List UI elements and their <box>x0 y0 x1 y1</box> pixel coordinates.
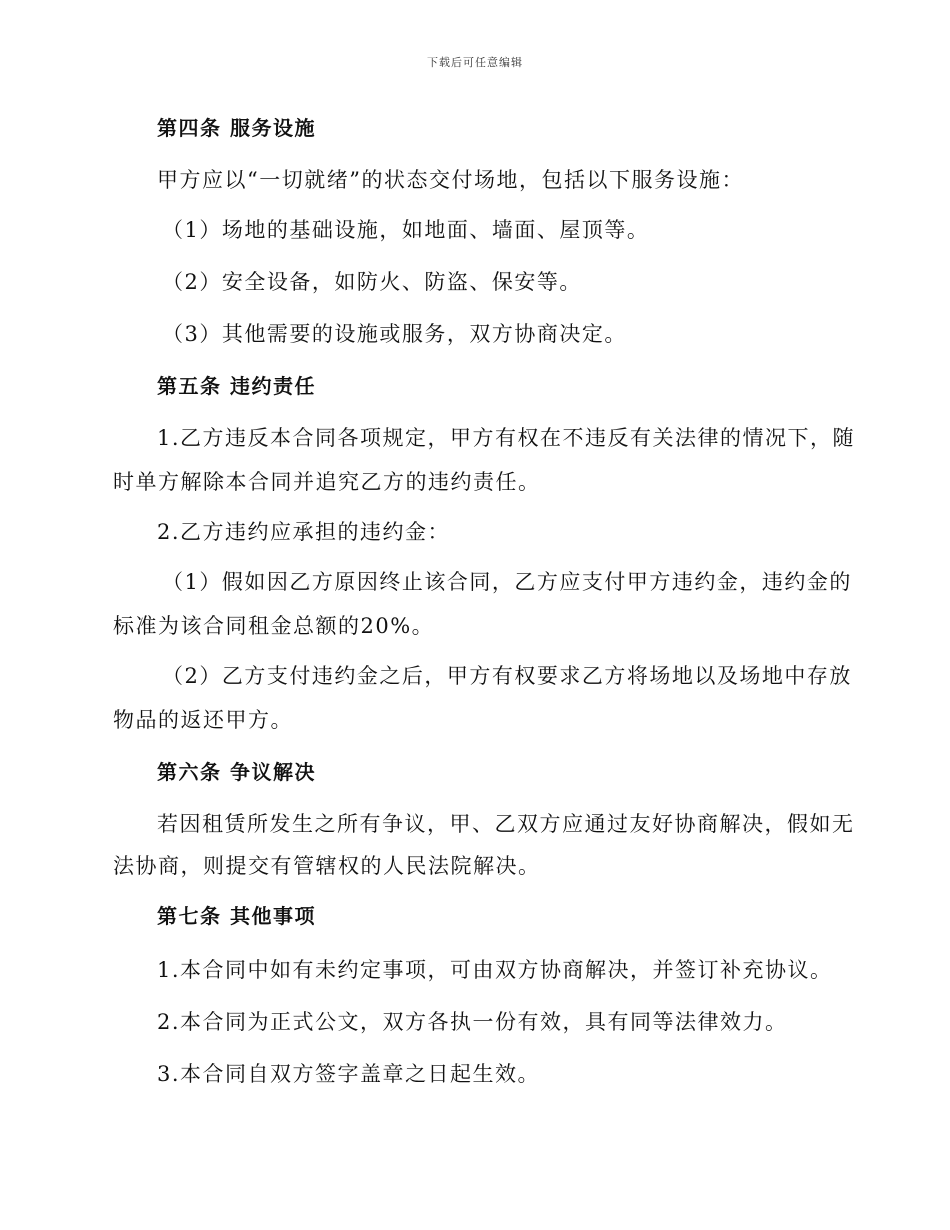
list-item: 1.本合同中如有未约定事项，可由双方协商解决，并签订补充协议。 <box>157 958 833 982</box>
page-header: 下载后可任意编辑 <box>427 56 523 69</box>
paragraph-line: （1）假如因乙方原因终止该合同，乙方应支付甲方违约金，违约金的 <box>162 570 852 594</box>
list-item: （1）场地的基础设施，如地面、墙面、屋顶等。 <box>162 218 650 242</box>
paragraph-line: 标准为该合同租金总额的20%。 <box>113 614 435 638</box>
section-title: 第六条 争议解决 <box>157 760 316 784</box>
paragraph-line: 物品的返还甲方。 <box>113 708 293 732</box>
paragraph-line: 1.乙方违反本合同各项规定，甲方有权在不违反有关法律的情况下，随 <box>157 426 856 450</box>
paragraph: 2.乙方违约应承担的违约金： <box>157 520 451 544</box>
paragraph-line: 法协商，则提交有管辖权的人民法院解决。 <box>113 854 541 878</box>
paragraph: 甲方应以“一切就绪”的状态交付场地，包括以下服务设施： <box>157 168 744 192</box>
section-title: 第五条 违约责任 <box>157 374 316 398</box>
section-title: 第七条 其他事项 <box>157 904 316 928</box>
list-item: 2.本合同为正式公文，双方各执一份有效，具有同等法律效力。 <box>157 1010 788 1034</box>
paragraph-line: 若因租赁所发生之所有争议，甲、乙双方应通过友好协商解决，假如无 <box>157 812 855 836</box>
list-item: （2）安全设备，如防火、防盗、保安等。 <box>162 270 582 294</box>
list-item: （3）其他需要的设施或服务，双方协商决定。 <box>162 322 627 346</box>
list-item: 3.本合同自双方签字盖章之日起生效。 <box>157 1062 541 1086</box>
section-title: 第四条 服务设施 <box>157 116 316 140</box>
paragraph-line: 时单方解除本合同并追究乙方的违约责任。 <box>113 470 541 494</box>
paragraph-line: （2）乙方支付违约金之后，甲方有权要求乙方将场地以及场地中存放 <box>162 664 852 688</box>
